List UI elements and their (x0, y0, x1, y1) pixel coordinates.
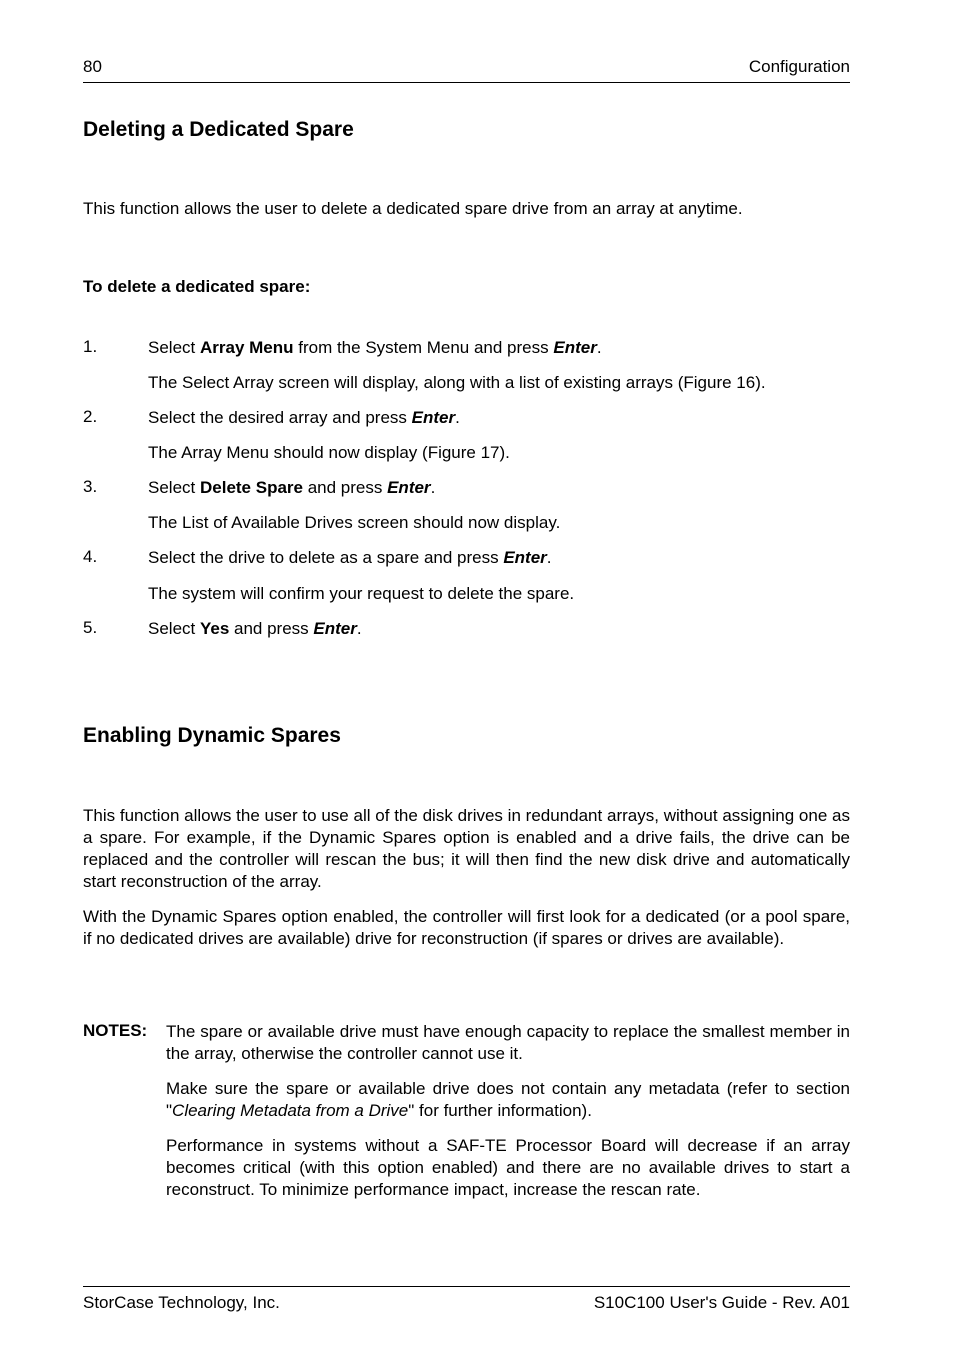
header-rule (83, 82, 850, 83)
cross-reference: Clearing Metadata from a Drive (172, 1101, 409, 1120)
step-4-result: The system will confirm your request to delete the spare. (148, 584, 575, 603)
note-3: Performance in systems without a SAF-TE Processor Board will decrease if an array becomes critical (with this option enabled) and there are no available drives to start a reconstruct. To minimize performance impact, increase the rescan rate. (166, 1136, 850, 1199)
section2-paragraph-2: With the Dynamic Spares option enabled, the controller will first look for a dedicated (or a pool spare, if no dedicated drives are available) drive for reconstruction (if spares or drives are available). (83, 907, 850, 948)
footer-document: S10C100 User's Guide - Rev. A01 (593, 1293, 850, 1312)
step-2: Select the desired array and press Enter. (148, 408, 460, 427)
page-number: 80 (83, 57, 102, 76)
section1-intro: This function allows the user to delete a dedicated spare drive from an array at anytime. (83, 199, 743, 218)
section2-paragraph-1: This function allows the user to use all of the disk drives in redundant arrays, without assigning one as a spare. For example, if the Dynamic Spares option is enabled and a drive fails, the drive can be replaced and the controller will rescan the bus; it will then find the new disk drive and automatically start reconstruction of the array. (83, 806, 850, 891)
note-1: The spare or available drive must have enough capacity to replace the smallest member in the array, otherwise the controller cannot use it. (166, 1022, 850, 1063)
note-2: Make sure the spare or available drive does not contain any metadata (refer to section "Clearing Metadata from a Drive" for further information). (166, 1079, 850, 1120)
section-title-dynamic-spares: Enabling Dynamic Spares (83, 724, 341, 747)
footer-company: StorCase Technology, Inc. (83, 1293, 280, 1312)
step-number-3: 3. (83, 477, 98, 496)
step-1-result: The Select Array screen will display, along with a list of existing arrays (Figure 16). (148, 373, 766, 392)
step-3-result: The List of Available Drives screen should now display. (148, 513, 561, 532)
footer-rule (83, 1286, 850, 1287)
step-number-5: 5. (83, 618, 98, 637)
procedure-heading: To delete a dedicated spare: (83, 277, 311, 296)
step-5: Select Yes and press Enter. (148, 619, 362, 638)
step-number-4: 4. (83, 547, 98, 566)
step-number-1: 1. (83, 337, 98, 356)
step-number-2: 2. (83, 407, 98, 426)
step-1: Select Array Menu from the System Menu and press Enter. (148, 338, 602, 357)
notes-label: NOTES: (83, 1021, 148, 1040)
running-header: Configuration (748, 57, 850, 76)
step-2-result: The Array Menu should now display (Figure 17). (148, 443, 510, 462)
step-4: Select the drive to delete as a spare and press Enter. (148, 548, 552, 567)
step-3: Select Delete Spare and press Enter. (148, 478, 436, 497)
section-title-deleting-spare: Deleting a Dedicated Spare (83, 118, 354, 141)
